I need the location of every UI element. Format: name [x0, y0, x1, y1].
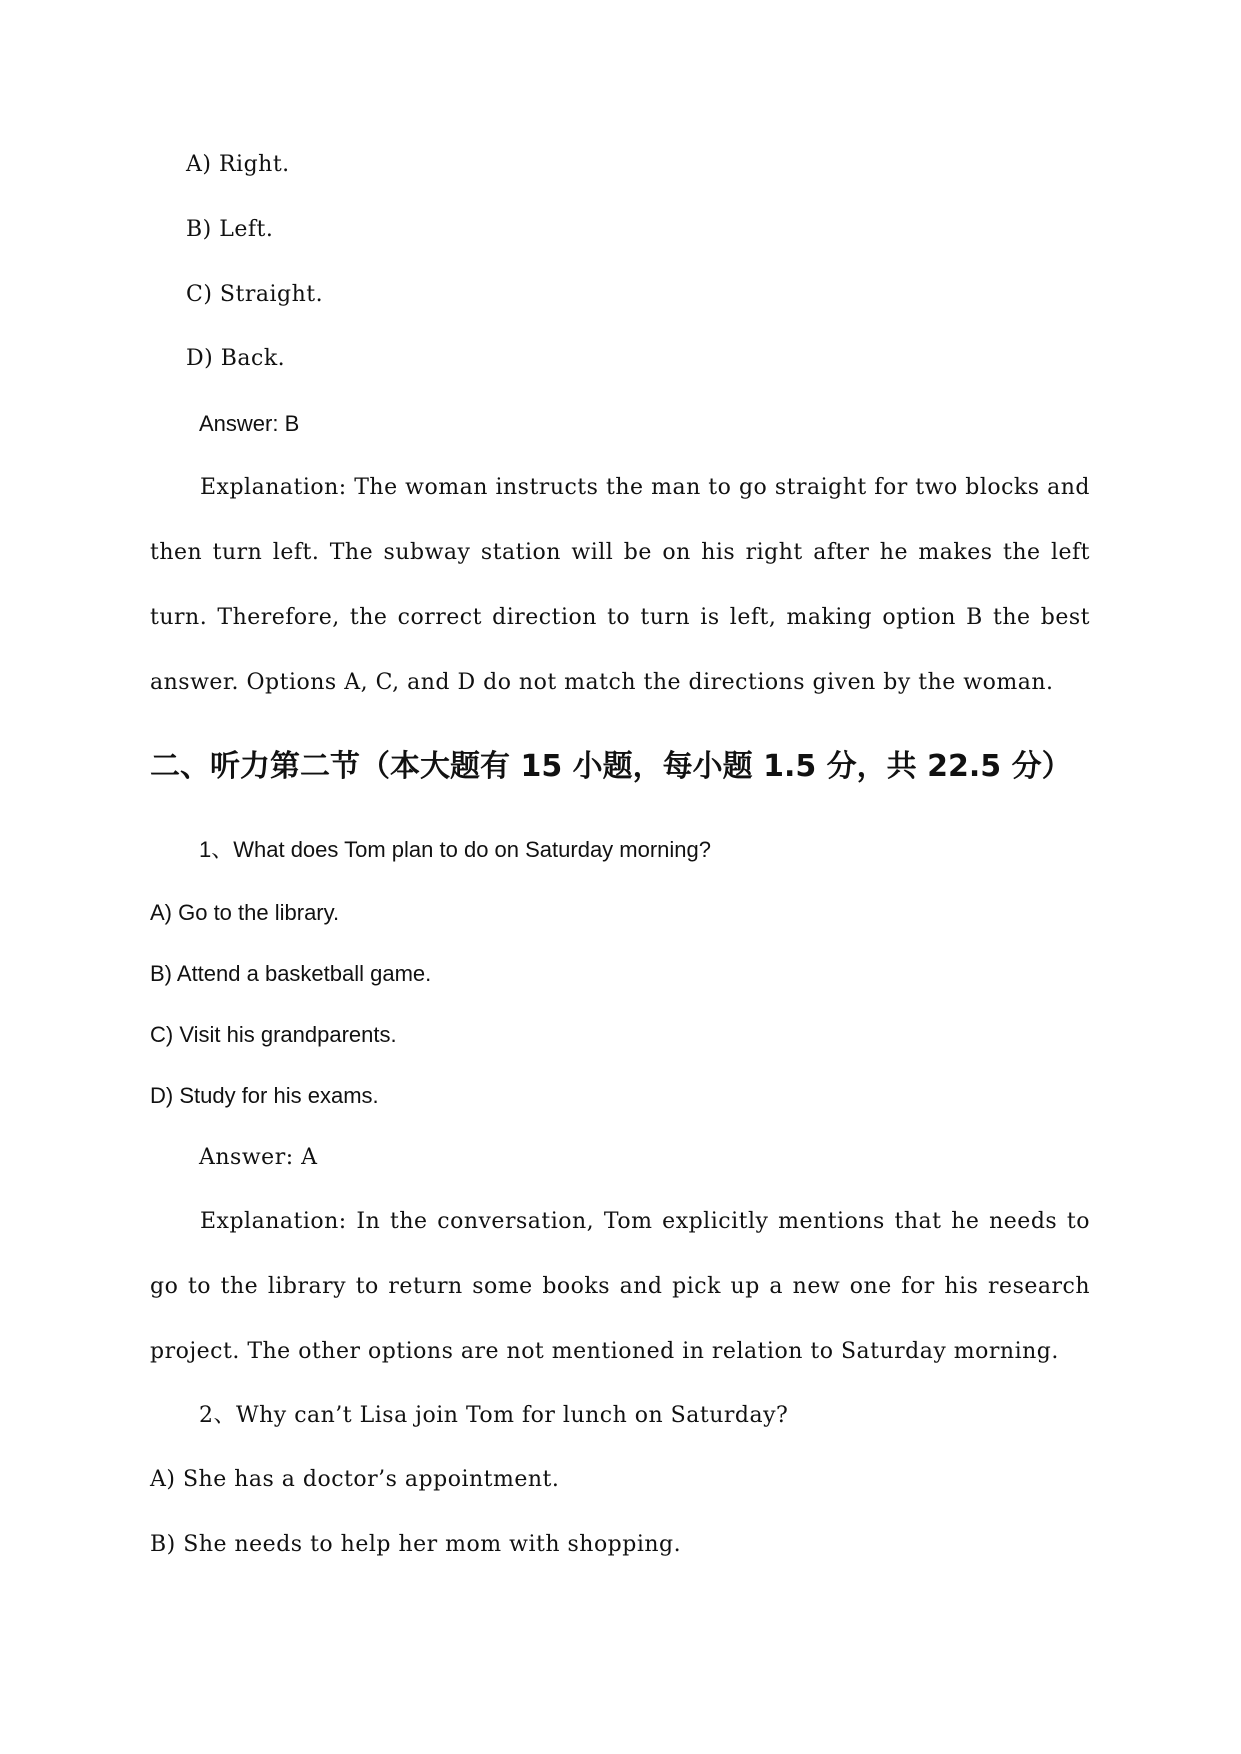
q2-option-a: A) She has a doctor’s appointment. — [150, 1467, 560, 1492]
prev-option-a: A) Right. — [186, 152, 290, 177]
q1-option-a: A) Go to the library. — [150, 900, 340, 925]
section-heading: 二、听力第二节（本大题有 15 小题，每小题 1.5 分，共 22.5 分） — [150, 749, 1072, 784]
q2-option-b: B) She needs to help her mom with shopping. — [150, 1532, 682, 1557]
prev-explanation: Explanation: The woman instructs the man to go straight for two blocks and then turn left. The subway station will be on his right after he makes the left turn. Therefore, the correct direction to turn is left, making option B the best answer. Options A, C, and D do not match the directions given by the woman. — [150, 475, 1090, 695]
q2-question: 2、Why can’t Lisa join Tom for lunch on Saturday? — [199, 1403, 789, 1428]
prev-option-c: C) Straight. — [186, 282, 324, 307]
prev-option-b: B) Left. — [186, 217, 274, 242]
prev-option-d: D) Back. — [186, 346, 286, 371]
prev-answer: Answer: B — [199, 411, 300, 436]
q1-option-c: C) Visit his grandparents. — [150, 1022, 397, 1047]
q1-option-b: B) Attend a basketball game. — [150, 961, 432, 986]
q1-option-d: D) Study for his exams. — [150, 1083, 379, 1108]
q1-explanation: Explanation: In the conversation, Tom explicitly mentions that he needs to go to the library to return some books and pick up a new one for his research project. The other options are not mentioned in relation to Saturday morning. — [150, 1209, 1090, 1364]
q1-answer: Answer: A — [199, 1145, 318, 1170]
q1-question: 1、What does Tom plan to do on Saturday morning? — [199, 837, 712, 862]
